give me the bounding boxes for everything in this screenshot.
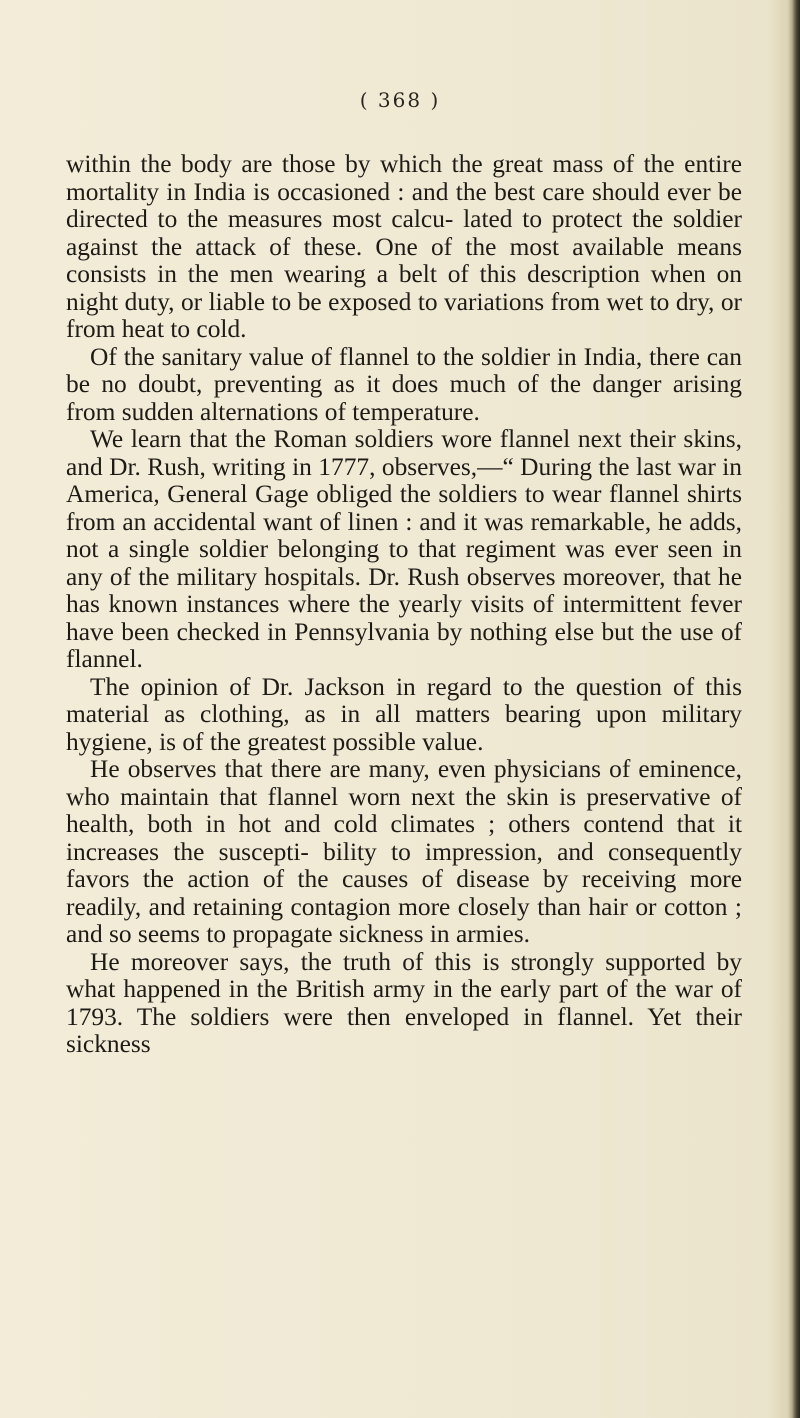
body-text xyxy=(66,151,742,1059)
page-edge-shadow xyxy=(788,0,800,1418)
paragraph: The opinion of Dr. Jackson in regard to the question of this material as clothing, as in all matters bearing upon military hygiene, is of the greatest possible value. xyxy=(66,672,742,756)
paragraph: He moreover says, the truth of this is strongly supported by what happened in the British army in the early part of the war of 1793. The soldiers were then enveloped in flannel. Yet their sickness xyxy=(66,947,742,1058)
paragraph: We learn that the Roman soldiers wore flannel next their skins, and Dr. Rush, writing in 1777, observes,—“ During the last war in America, General Gage obliged the soldiers to wear flannel shirts from an accidental want of linen : and it was remarkable, he adds, not a single soldier belonging to that regiment was ever seen in any of the military hospitals. Dr. Rush observes moreover, that he has known instances where the yearly visits of intermittent fever have been checked in Pennsylvania by nothing else but the use of flannel. xyxy=(66,425,742,673)
page-number: ( 368 ) xyxy=(359,88,441,112)
paragraph: Of the sanitary value of flannel to the soldier in India, there can be no doubt, preventing as it does much of the danger arising from sudden alternations of temperature. xyxy=(66,342,742,426)
paragraph: within the body are those by which the great mass of the entire mortality in India is occasioned : and the best care should ever be directed to the measures most calcu- lated to protect the soldier against the attack of these. One of the most available means consists in the men wearing a belt of this description when on night duty, or liable to be exposed to variations from wet to dry, or from heat to cold. xyxy=(66,150,742,343)
paragraph: He observes that there are many, even physicians of eminence, who maintain that flannel worn next the skin is preservative of health, both in hot and cold climates ; others contend that it increases the suscepti- bility to impression, and consequently favors the action of the causes of disease by receiving more readily, and retaining contagion more closely than hair or cotton ; and so seems to propagate sickness in armies. xyxy=(66,755,742,948)
